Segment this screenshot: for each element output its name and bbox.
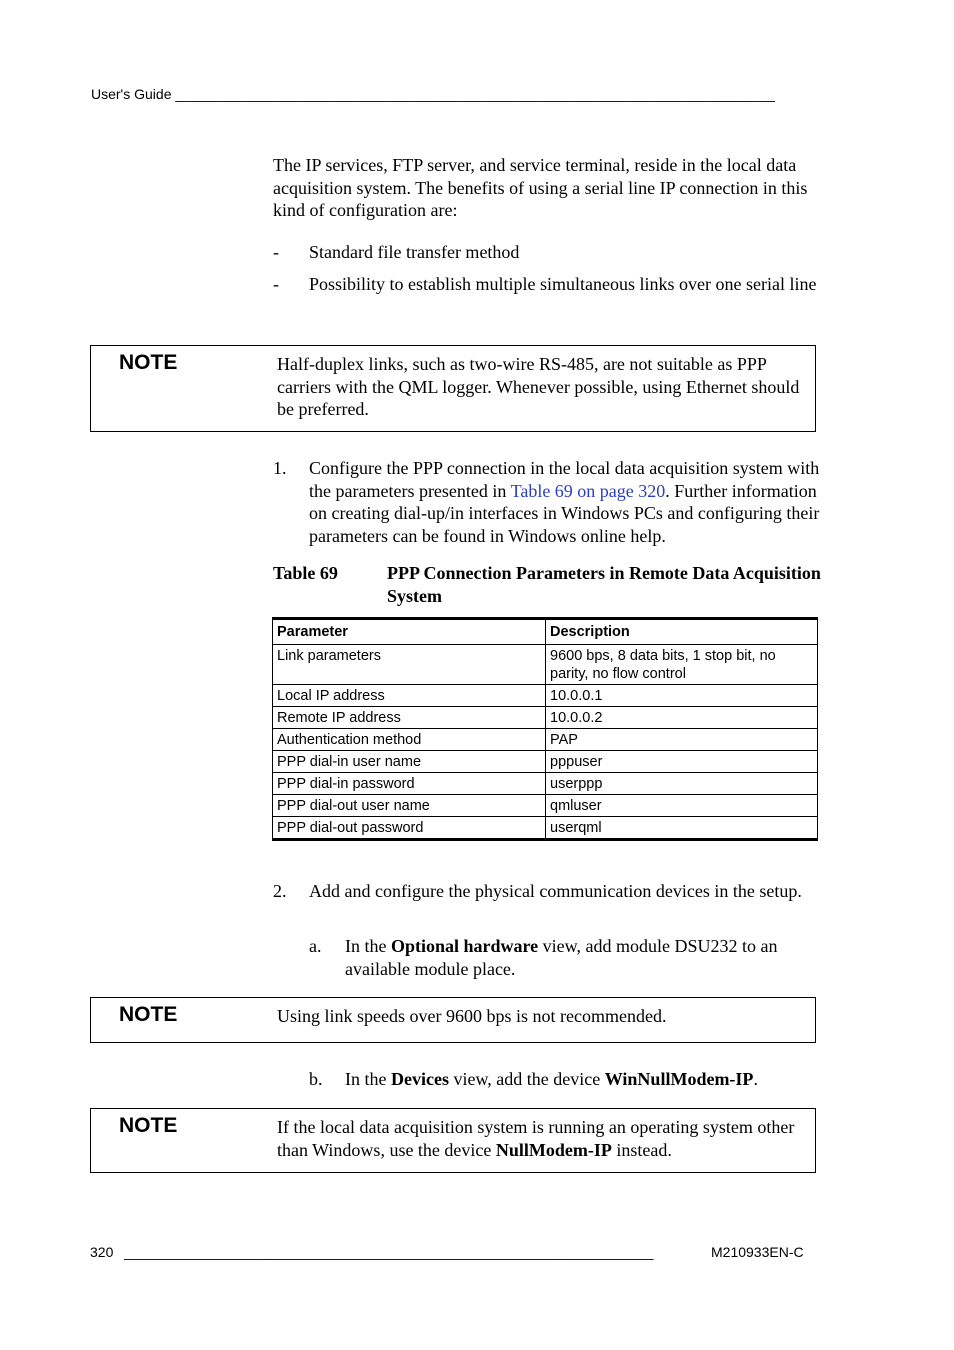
substep-text (345, 935, 821, 980)
substep-text-part: In the (345, 936, 391, 956)
substep-text-part: . (753, 1069, 758, 1089)
table-cell: PPP dial-out user name (273, 795, 546, 817)
ui-term-winnullmodem-ip: WinNullModem-IP (604, 1069, 754, 1089)
step-text (309, 457, 823, 547)
ui-term-devices: Devices (390, 1069, 449, 1089)
table-row (273, 645, 818, 685)
bullet-item (273, 241, 821, 265)
substep-text-part: view, add module DSU232 to an available module place. (345, 936, 778, 979)
table-cell: 10.0.0.1 (546, 685, 818, 707)
note-label: NOTE (119, 351, 178, 374)
table-row (273, 773, 818, 795)
table-title: PPP Connection Parameters in Remote Data Acquisition System (387, 563, 821, 606)
substep-letter: a. (309, 936, 322, 956)
table-caption (273, 562, 821, 610)
intro-paragraph: The IP services, FTP server, and service terminal, reside in the local data acquisition system. The benefits of using a serial line IP connection in this kind of configuration are: (273, 155, 808, 221)
table-row (273, 817, 818, 840)
substep-letter: b. (309, 1069, 323, 1089)
step-item (273, 457, 823, 549)
table-reference-link[interactable]: Table 69 on page 320 (510, 480, 666, 501)
table-cell: Remote IP address (273, 707, 546, 729)
step-item (273, 880, 821, 928)
ui-term-nullmodem-ip: NullModem-IP (495, 1139, 612, 1160)
table-cell: userppp (546, 773, 818, 795)
note-text: Half-duplex links, such as two-wire RS-485, are not suitable as PPP carriers with the QML logger. Whenever possible, using Ethernet should be preferred. (277, 354, 800, 420)
table-row (273, 751, 818, 773)
note-text: Using link speeds over 9600 bps is not recommended. (277, 1006, 667, 1026)
bullet-item (273, 273, 821, 319)
table-cell: pppuser (546, 751, 818, 773)
table-cell: userqml (546, 817, 818, 840)
table-header-row (273, 619, 818, 645)
substep-text-part: view, add the device (448, 1069, 605, 1089)
bullet-dash: - (273, 274, 279, 294)
table-row (273, 795, 818, 817)
table-cell: PPP dial-out password (273, 817, 546, 840)
table-cell: qmluser (546, 795, 818, 817)
parameter-table (272, 617, 818, 841)
bullet-text: Standard file transfer method (309, 242, 520, 262)
substep-item (309, 935, 821, 983)
table-cell: Link parameters (273, 645, 546, 685)
note-text (277, 1116, 812, 1161)
note-box (90, 997, 816, 1043)
table-cell: Authentication method (273, 729, 546, 751)
note-text-part: If the local data acquisition system is running an operating system other than Windows, use the device (277, 1117, 795, 1160)
step-text-part: Configure the PPP connection in the local data acquisition system with the parameters presented in (309, 458, 820, 501)
table-cell: Local IP address (273, 685, 546, 707)
substep-item (309, 1068, 821, 1092)
step-text-part: . Further information on creating dial-up/in interfaces in Windows PCs and configuring their parameters can be found in Windows online help. (309, 480, 820, 546)
note-box (90, 345, 816, 432)
document-id: M210933EN-C (711, 1244, 804, 1260)
table-row (273, 729, 818, 751)
table-cell: PPP dial-in user name (273, 751, 546, 773)
note-label: NOTE (119, 1114, 178, 1137)
bullet-text: Possibility to establish multiple simultaneous links over one serial line (309, 274, 817, 294)
column-header: Parameter (273, 619, 546, 645)
substep-text (345, 1068, 821, 1091)
table-row (273, 685, 818, 707)
page-number: 320 (90, 1244, 114, 1260)
note-text-part: instead. (611, 1139, 672, 1160)
table-row (273, 707, 818, 729)
note-label: NOTE (119, 1003, 178, 1026)
substep-text-part: In the (345, 1069, 391, 1089)
table-cell: PPP dial-in password (273, 773, 546, 795)
step-number: 1. (273, 458, 287, 478)
note-box (90, 1108, 816, 1173)
footer-rule: ____________________________________________________________________ (124, 1244, 654, 1260)
table-cell: 9600 bps, 8 data bits, 1 stop bit, no parity, no flow control (546, 645, 818, 685)
ui-term-optional-hardware: Optional hardware (390, 936, 539, 956)
table-number: Table 69 (273, 563, 338, 583)
step-number: 2. (273, 881, 287, 901)
table-cell: 10.0.0.2 (546, 707, 818, 729)
table-cell: PAP (546, 729, 818, 751)
running-header: User's Guide _____________________________________________________________________________ (91, 86, 775, 102)
column-header: Description (546, 619, 818, 645)
bullet-dash: - (273, 242, 279, 262)
step-text: Add and configure the physical communication devices in the setup. (309, 881, 802, 901)
